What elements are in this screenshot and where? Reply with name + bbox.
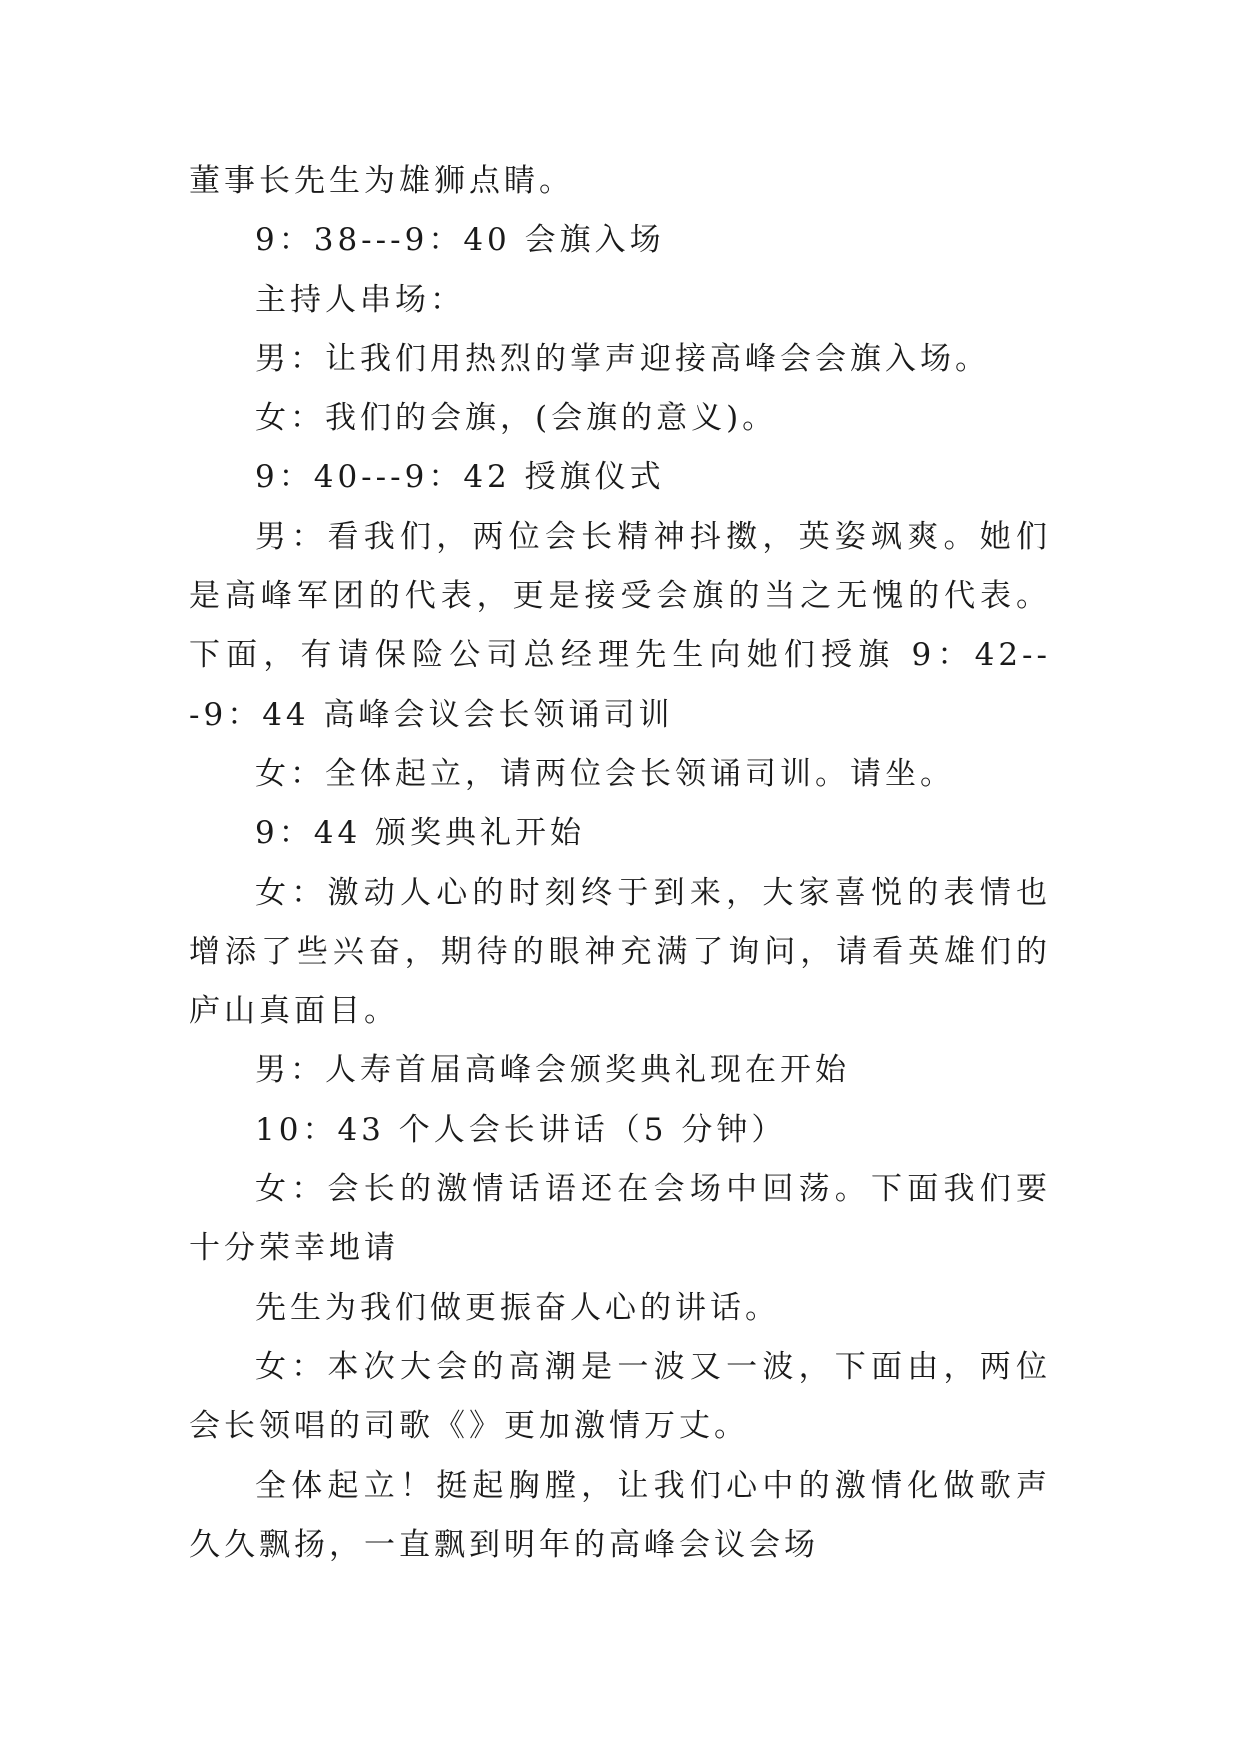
paragraph-11: 男：人寿首届高峰会颁奖典礼现在开始: [255, 1052, 850, 1089]
paragraph-14: 先生为我们做更振奋人心的讲话。: [255, 1289, 780, 1326]
paragraph-2: 9：38---9：40 会旗入场: [255, 222, 665, 259]
paragraph-4: 男：让我们用热烈的掌声迎接高峰会会旗入场。: [255, 340, 990, 377]
paragraph-7: 男：看我们，两位会长精神抖擞，英姿飒爽。她们是高峰军团的代表，更是接受会旗的当之无愧的代表。下面，有请保险公司总经理先生向她们授旗 9：42---9：44 高峰会议会长领诵司训: [189, 518, 1051, 733]
paragraph-10: 女：激动人心的时刻终于到来，大家喜悦的表情也增添了些兴奋，期待的眼神充满了询问，请看英雄们的庐山真面目。: [189, 874, 1051, 1030]
paragraph-15: 女：本次大会的高潮是一波又一波，下面由，两位会长领唱的司歌《》更加激情万丈。: [189, 1348, 1051, 1445]
paragraph-3: 主持人串场：: [255, 281, 465, 318]
document-page: [189, 152, 1051, 1575]
paragraph-16: 全体起立！挺起胸膛，让我们心中的激情化做歌声久久飘扬，一直飘到明年的高峰会议会场: [189, 1467, 1051, 1563]
paragraph-6: 9：40---9：42 授旗仪式: [255, 459, 665, 496]
paragraph-5: 女：我们的会旗，(会旗的意义)。: [255, 400, 778, 437]
paragraph-8: 女：全体起立，请两位会长领诵司训。请坐。: [255, 755, 955, 792]
paragraph-13: 女：会长的激情话语还在会场中回荡。下面我们要十分荣幸地请: [189, 1171, 1051, 1267]
paragraph-9: 9：44 颁奖典礼开始: [255, 815, 586, 852]
paragraph-1: 董事长先生为雄狮点睛。: [189, 163, 574, 199]
paragraph-12: 10：43 个人会长讲话（5 分钟）: [255, 1111, 787, 1148]
